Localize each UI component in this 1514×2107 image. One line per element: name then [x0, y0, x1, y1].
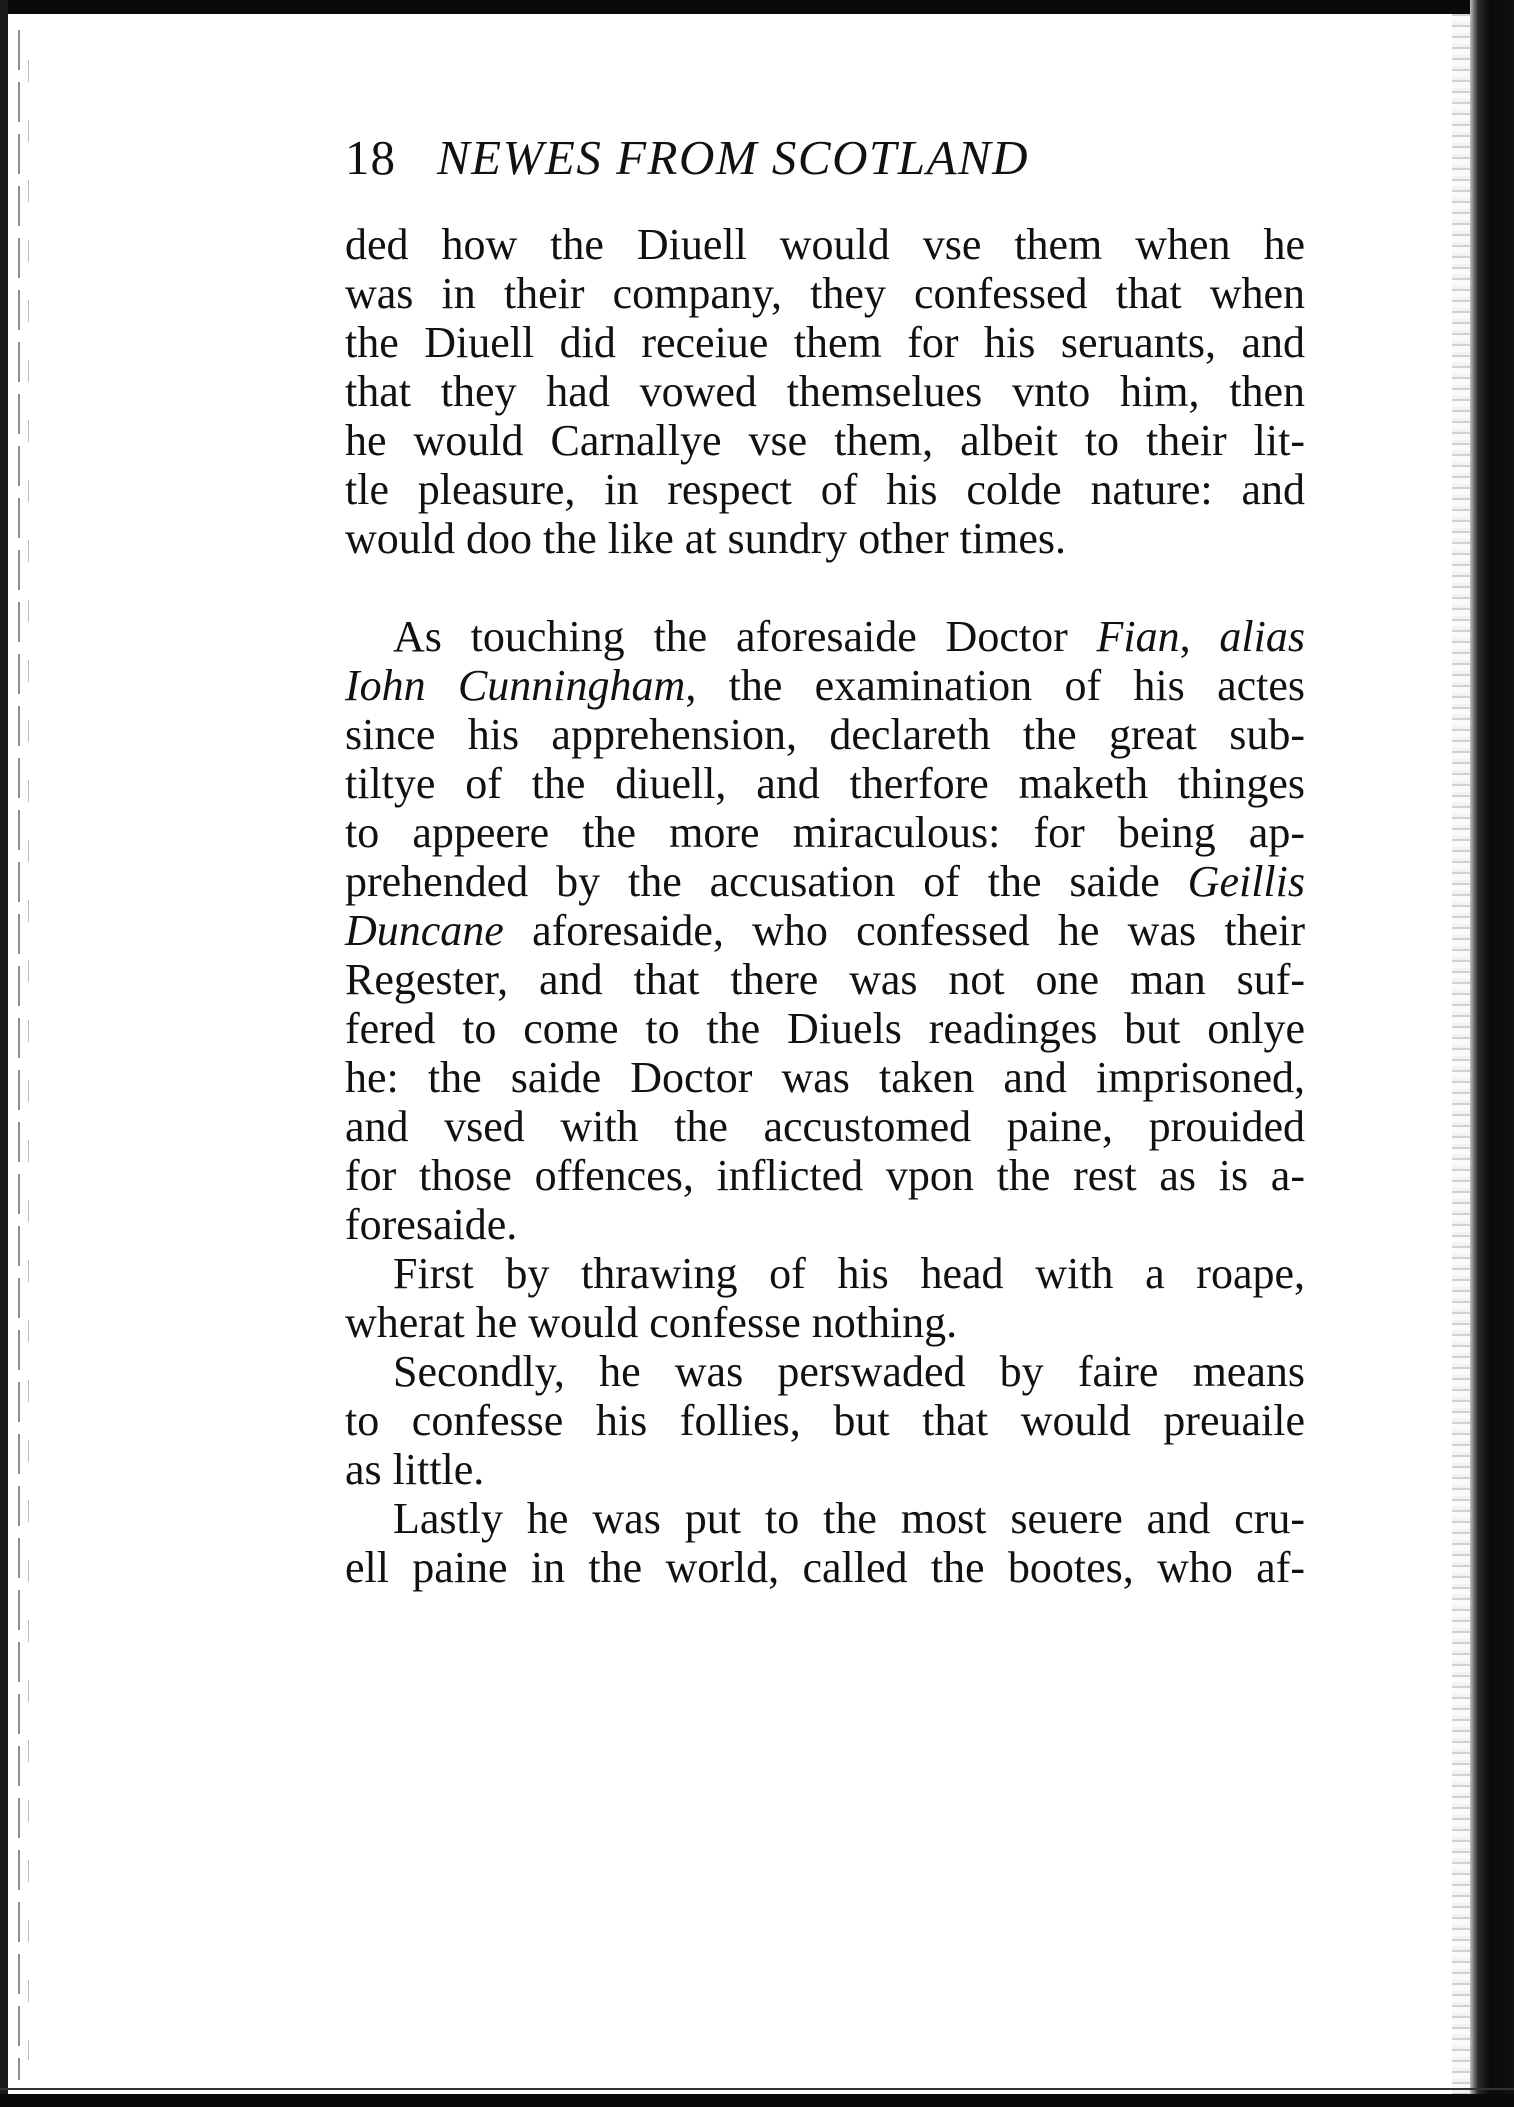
running-title: NEWES FROM SCOTLAND [437, 130, 1029, 185]
text-line: that they had vowed themselues vnto him, then [345, 367, 1305, 416]
text-line [345, 857, 1305, 906]
text-run: , the examination of his actes [685, 661, 1305, 710]
paragraph-3 [345, 1249, 1305, 1347]
paragraph-1 [345, 220, 1305, 563]
name-duncane: Duncane [345, 906, 504, 955]
text-line: fered to come to the Diuels readinges but onlye [345, 1004, 1305, 1053]
text-run: prehended by the accusation of the saide [345, 857, 1188, 906]
scan-binding-shadow-secondary [28, 60, 29, 2060]
text-line: tiltye of the diuell, and therfore maketh thinges [345, 759, 1305, 808]
paragraph-2 [345, 612, 1305, 1249]
text-line: Lastly he was put to the most seuere and cru- [393, 1494, 1305, 1543]
text-line: foresaide. [345, 1200, 518, 1249]
text-line: was in their company, they confessed that when [345, 269, 1305, 318]
text-line: to confesse his follies, but that would preuaile [345, 1396, 1305, 1445]
text-line: the Diuell did receiue them for his seruants, and [345, 318, 1305, 367]
text-line: First by thrawing of his head with a roape, [393, 1249, 1305, 1298]
page-number: 18 [345, 130, 396, 185]
text-line: Secondly, he was perswaded by faire means [393, 1347, 1305, 1396]
text-line: he would Carnallye vse them, albeit to their lit- [345, 416, 1305, 465]
scan-edge-right [1470, 0, 1514, 2107]
paragraph-5 [345, 1494, 1305, 1592]
scan-edge-bottom [0, 2094, 1514, 2107]
text-line: ded how the Diuell would vse them when he [345, 220, 1305, 269]
text-line: for those offences, inflicted vpon the rest as is a- [345, 1151, 1305, 1200]
text-line [345, 906, 1305, 955]
paragraph-gap [345, 563, 1305, 612]
running-head [345, 128, 1305, 220]
text-line: and vsed with the accustomed paine, prouided [345, 1102, 1305, 1151]
scan-edge-top [0, 0, 1514, 14]
text-line: tle pleasure, in respect of his colde nature: and [345, 465, 1305, 514]
scan-binding-shadow [18, 30, 20, 2080]
text-run: As touching the aforesaide Doctor [393, 612, 1097, 661]
text-line: he: the saide Doctor was taken and imprisoned, [345, 1053, 1305, 1102]
text-line [345, 661, 1305, 710]
text-line: would doo the like at sundry other times. [345, 514, 1066, 563]
scan-edge-left [0, 0, 8, 2107]
name-geillis: Geillis [1187, 857, 1305, 906]
word-alias: alias [1219, 612, 1305, 661]
name-fian: Fian [1096, 612, 1180, 661]
text-line: as little. [345, 1445, 485, 1494]
scan-bottom-rule [0, 2088, 1514, 2090]
text-line: since his apprehension, declareth the great sub- [345, 710, 1305, 759]
paragraph-4 [345, 1347, 1305, 1494]
text-line: wherat he would confesse nothing. [345, 1298, 958, 1347]
text-line: ell paine in the world, called the bootes, who af- [345, 1543, 1305, 1592]
text-run: , [1179, 612, 1220, 661]
book-page [345, 128, 1305, 1592]
text-run: aforesaide, who confessed he was their [503, 906, 1305, 955]
name-iohn-cunningham: Iohn Cunningham [345, 661, 686, 710]
text-line: Regester, and that there was not one man suf- [345, 955, 1305, 1004]
text-line [345, 612, 1305, 661]
text-line: to appeere the more miraculous: for being ap- [345, 808, 1305, 857]
